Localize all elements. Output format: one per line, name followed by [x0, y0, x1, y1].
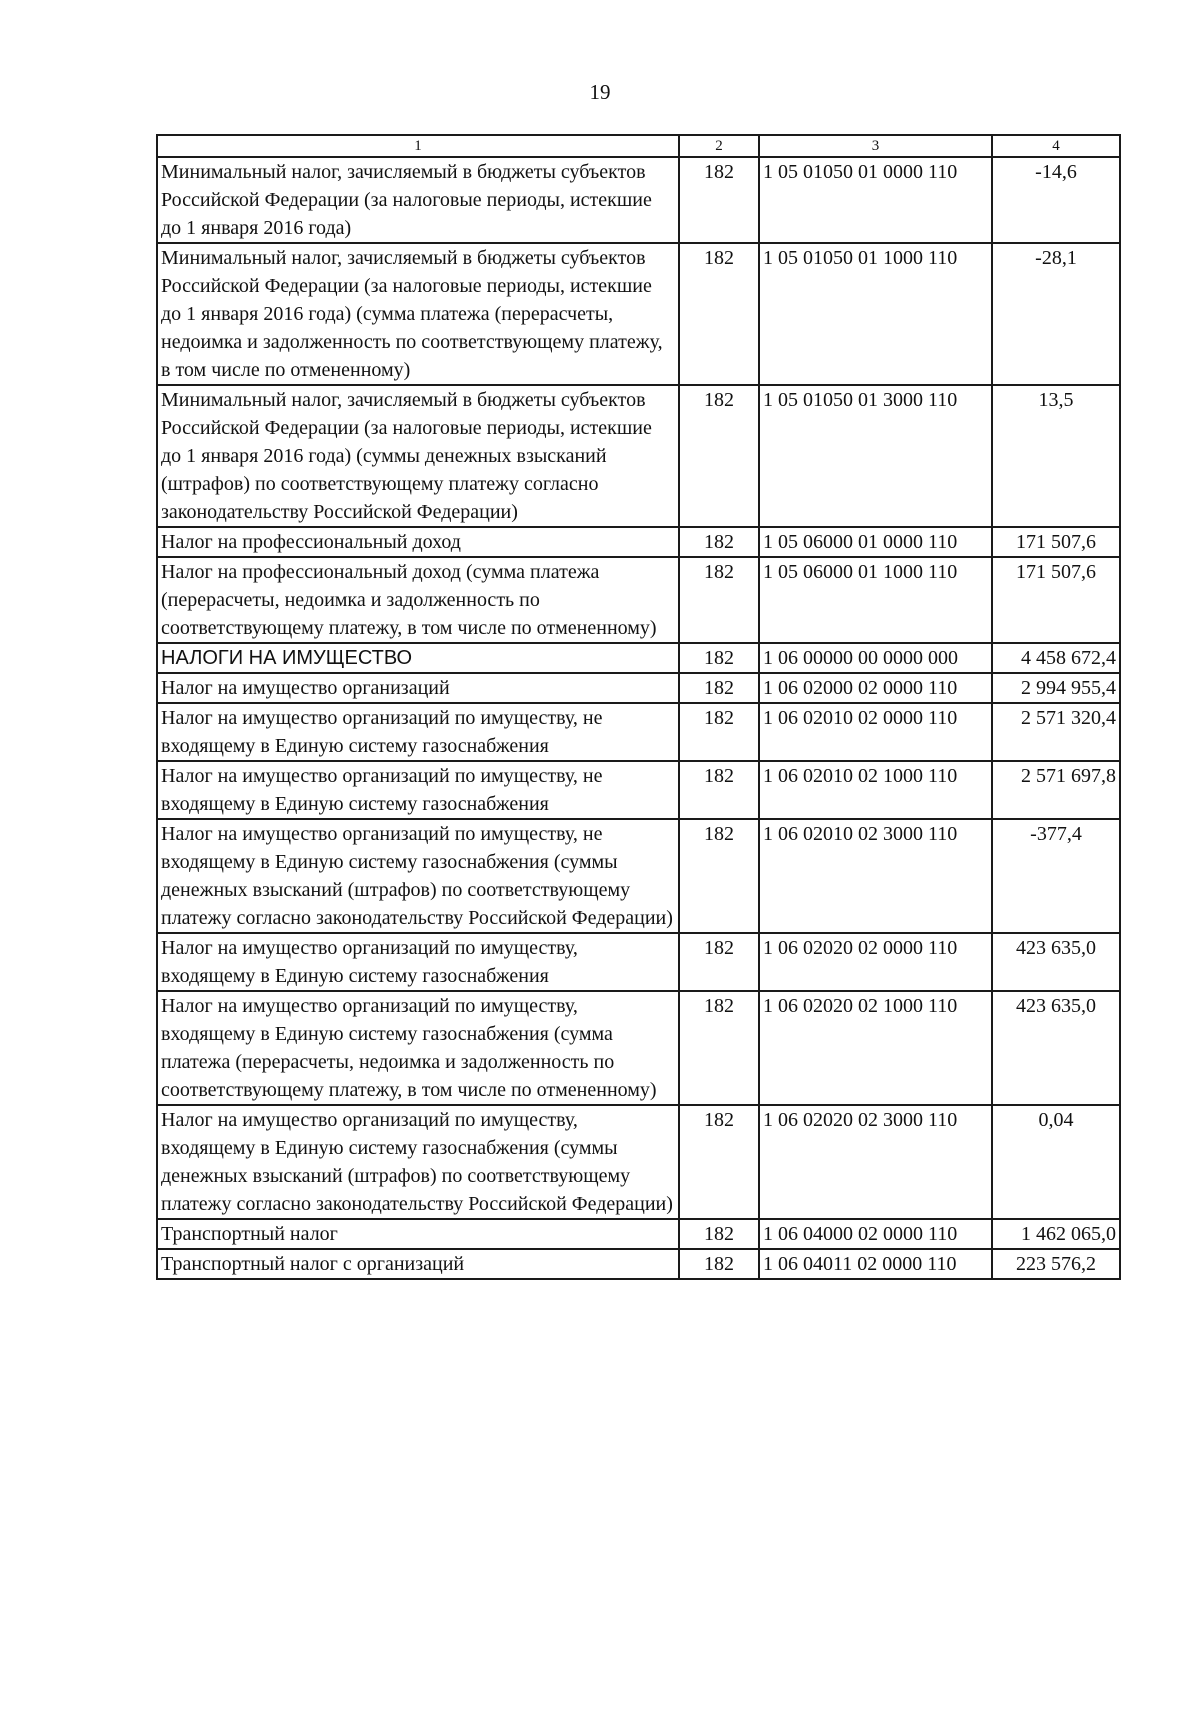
row-name: Налог на имущество организаций по имуществу, не входящему в Единую систему газоснабжения: [157, 761, 679, 819]
row-admin-code: 182: [679, 527, 759, 557]
row-amount: 2 994 955,4: [992, 673, 1120, 703]
row-admin-code: 182: [679, 703, 759, 761]
table-header-row: [157, 135, 1120, 157]
row-name: Налог на имущество организаций по имуществу, входящему в Единую систему газоснабжения (сумма платежа (перерасчеты, недоимка и задолженность по соответствующему платежу, в том числе по отмененному): [157, 991, 679, 1105]
row-amount: -28,1: [992, 243, 1120, 385]
column-header-3: 3: [759, 135, 992, 157]
row-amount: 2 571 697,8: [992, 761, 1120, 819]
row-budget-code: 1 06 02020 02 3000 110: [759, 1105, 992, 1219]
table-row: [157, 1249, 1120, 1279]
row-amount: 423 635,0: [992, 991, 1120, 1105]
row-name: НАЛОГИ НА ИМУЩЕСТВО: [157, 643, 679, 673]
row-budget-code: 1 06 02020 02 1000 110: [759, 991, 992, 1105]
row-amount: 2 571 320,4: [992, 703, 1120, 761]
row-admin-code: 182: [679, 819, 759, 933]
table-row: [157, 761, 1120, 819]
row-admin-code: 182: [679, 243, 759, 385]
table-row: [157, 157, 1120, 243]
row-budget-code: 1 06 04011 02 0000 110: [759, 1249, 992, 1279]
row-name: Минимальный налог, зачисляемый в бюджеты субъектов Российской Федерации (за налоговые периоды, истекшие до 1 января 2016 года) (сумма платежа (перерасчеты, недоимка и задолженность по соответствующему платежу, в том числе по отмененному): [157, 243, 679, 385]
row-amount: 171 507,6: [992, 527, 1120, 557]
row-budget-code: 1 06 02010 02 3000 110: [759, 819, 992, 933]
table-row: [157, 933, 1120, 991]
row-budget-code: 1 06 00000 00 0000 000: [759, 643, 992, 673]
row-name: Минимальный налог, зачисляемый в бюджеты субъектов Российской Федерации (за налоговые периоды, истекшие до 1 января 2016 года): [157, 157, 679, 243]
row-amount: -377,4: [992, 819, 1120, 933]
table-row: [157, 1219, 1120, 1249]
row-amount: -14,6: [992, 157, 1120, 243]
row-amount: 171 507,6: [992, 557, 1120, 643]
row-budget-code: 1 05 06000 01 0000 110: [759, 527, 992, 557]
table-row: [157, 527, 1120, 557]
row-amount: 1 462 065,0: [992, 1219, 1120, 1249]
row-admin-code: 182: [679, 643, 759, 673]
table-row: [157, 991, 1120, 1105]
row-admin-code: 182: [679, 761, 759, 819]
row-budget-code: 1 05 01050 01 0000 110: [759, 157, 992, 243]
row-name: Минимальный налог, зачисляемый в бюджеты субъектов Российской Федерации (за налоговые периоды, истекшие до 1 января 2016 года) (суммы денежных взысканий (штрафов) по соответствующему платежу согласно законодательству Российской Федерации): [157, 385, 679, 527]
row-budget-code: 1 06 02000 02 0000 110: [759, 673, 992, 703]
row-name: Налог на профессиональный доход: [157, 527, 679, 557]
row-name: Налог на имущество организаций по имуществу, не входящему в Единую систему газоснабжения: [157, 703, 679, 761]
row-admin-code: 182: [679, 1249, 759, 1279]
row-amount: 223 576,2: [992, 1249, 1120, 1279]
row-admin-code: 182: [679, 933, 759, 991]
table-row: [157, 703, 1120, 761]
row-admin-code: 182: [679, 385, 759, 527]
row-name: Транспортный налог: [157, 1219, 679, 1249]
table-row: [157, 643, 1120, 673]
revenue-table: [156, 134, 1121, 1280]
row-name: Налог на имущество организаций по имуществу, не входящему в Единую систему газоснабжения (суммы денежных взысканий (штрафов) по соответствующему платежу согласно законодательству Российской Федерации): [157, 819, 679, 933]
row-admin-code: 182: [679, 991, 759, 1105]
row-admin-code: 182: [679, 557, 759, 643]
column-header-2: 2: [679, 135, 759, 157]
table-row: [157, 557, 1120, 643]
table-row: [157, 385, 1120, 527]
column-header-4: 4: [992, 135, 1120, 157]
row-amount: 13,5: [992, 385, 1120, 527]
row-budget-code: 1 06 04000 02 0000 110: [759, 1219, 992, 1249]
row-budget-code: 1 06 02010 02 1000 110: [759, 761, 992, 819]
table-row: [157, 1105, 1120, 1219]
row-name: Налог на профессиональный доход (сумма платежа (перерасчеты, недоимка и задолженность по соответствующему платежу, в том числе по отмененному): [157, 557, 679, 643]
row-admin-code: 182: [679, 1219, 759, 1249]
row-admin-code: 182: [679, 673, 759, 703]
row-budget-code: 1 06 02010 02 0000 110: [759, 703, 992, 761]
row-name: Налог на имущество организаций по имуществу, входящему в Единую систему газоснабжения: [157, 933, 679, 991]
row-amount: 4 458 672,4: [992, 643, 1120, 673]
table-row: [157, 243, 1120, 385]
row-admin-code: 182: [679, 157, 759, 243]
table-row: [157, 819, 1120, 933]
row-name: Транспортный налог с организаций: [157, 1249, 679, 1279]
page-number: 19: [589, 80, 611, 104]
column-header-1: 1: [157, 135, 679, 157]
row-amount: 0,04: [992, 1105, 1120, 1219]
row-budget-code: 1 05 01050 01 1000 110: [759, 243, 992, 385]
row-budget-code: 1 05 01050 01 3000 110: [759, 385, 992, 527]
table-row: [157, 673, 1120, 703]
row-admin-code: 182: [679, 1105, 759, 1219]
row-name: Налог на имущество организаций: [157, 673, 679, 703]
row-budget-code: 1 05 06000 01 1000 110: [759, 557, 992, 643]
row-name: Налог на имущество организаций по имуществу, входящему в Единую систему газоснабжения (суммы денежных взысканий (штрафов) по соответствующему платежу согласно законодательству Российской Федерации): [157, 1105, 679, 1219]
row-budget-code: 1 06 02020 02 0000 110: [759, 933, 992, 991]
row-amount: 423 635,0: [992, 933, 1120, 991]
